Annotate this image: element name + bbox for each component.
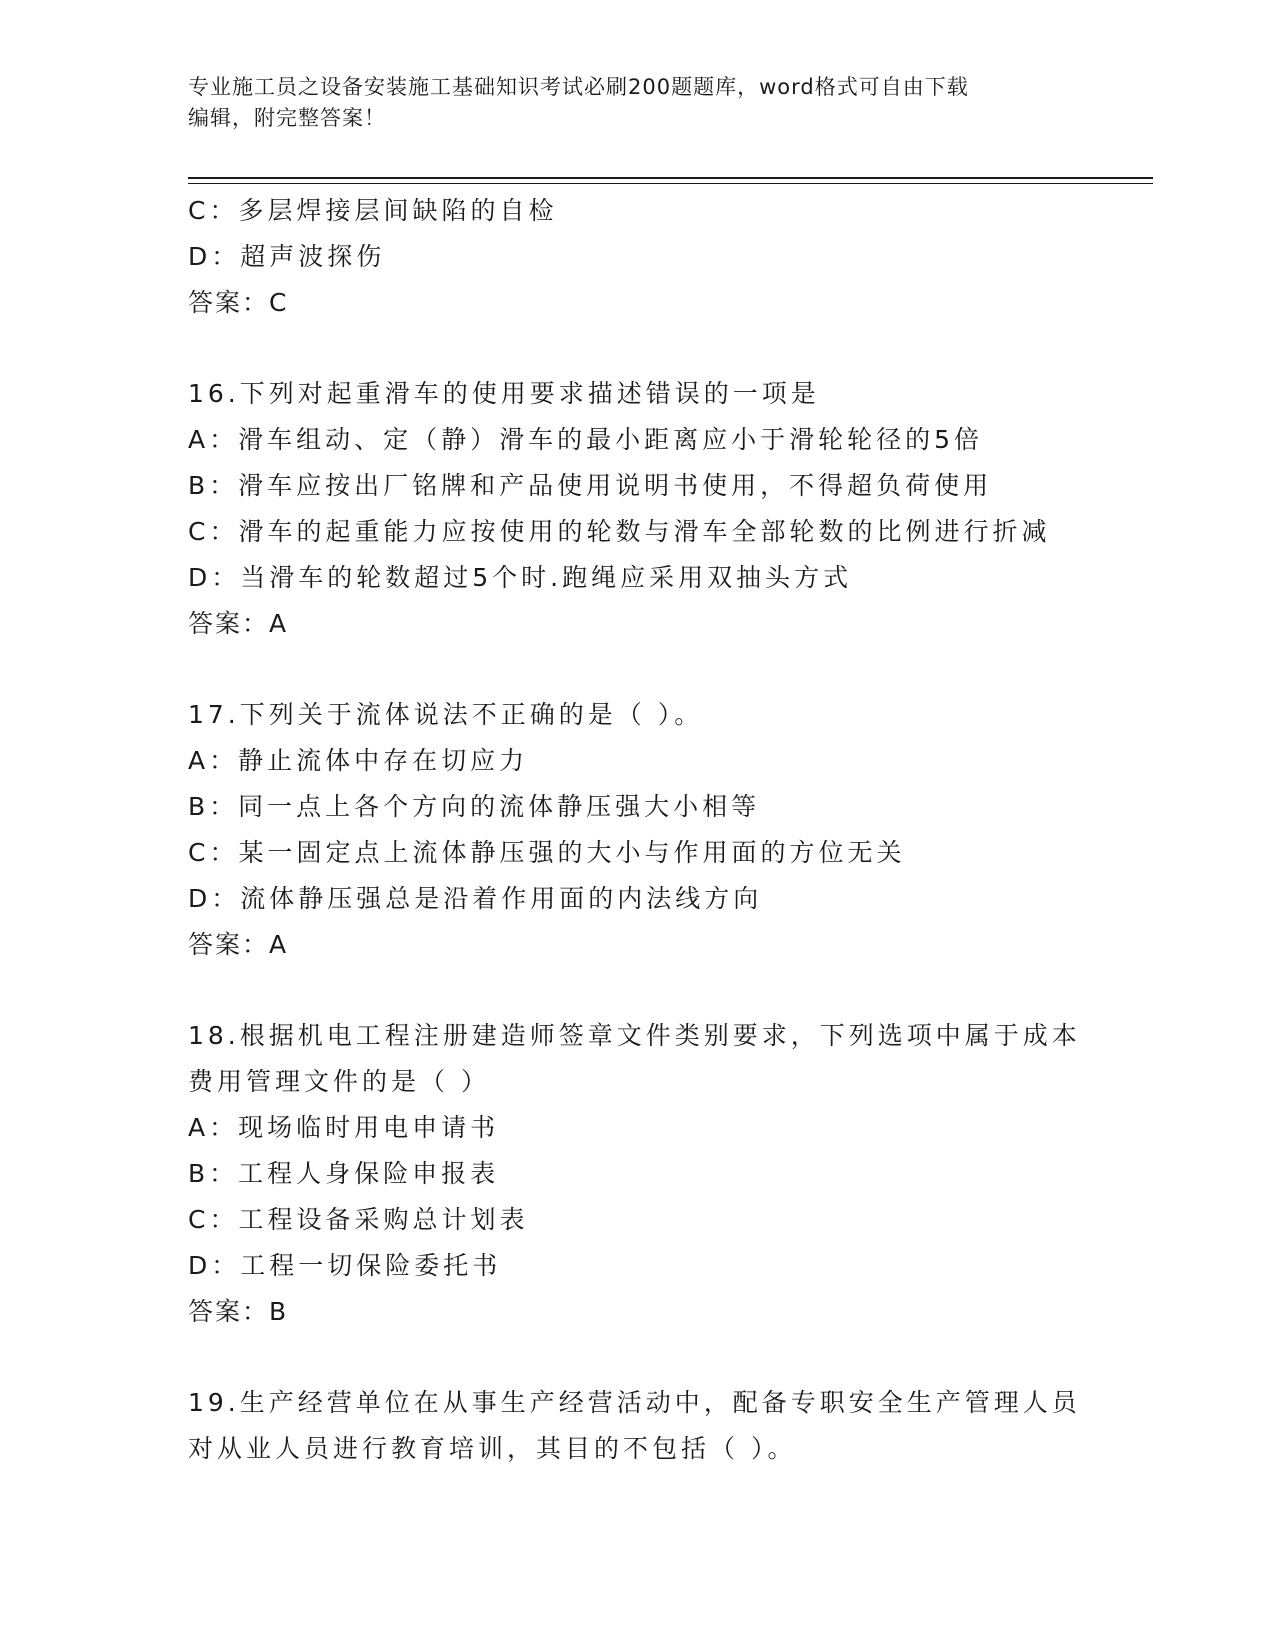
question-list: [188, 188, 1088, 1472]
question-18: [188, 1013, 1088, 1335]
option-a: A：静止流体中存在切应力: [188, 746, 529, 775]
option-c: C：多层焊接层间缺陷的自检: [188, 196, 558, 225]
option-d: D：超声波探伤: [188, 242, 386, 271]
option-c: C：某一固定点上流体静压强的大小与作用面的方位无关: [188, 838, 906, 867]
option-b: B：同一点上各个方向的流体静压强大小相等: [188, 792, 761, 821]
question-stem: 16.下列对起重滑车的使用要求描述错误的一项是: [188, 379, 820, 408]
question-gap: [188, 647, 1088, 692]
header-divider-thin: [188, 183, 1153, 184]
question-16: [188, 371, 1088, 647]
option-d: D：工程一切保险委托书: [188, 1251, 502, 1280]
question-stem-continued: 费用管理文件的是（ ）: [188, 1067, 490, 1096]
answer-line: 答案：C: [188, 288, 289, 317]
header-line-1: 专业施工员之设备安装施工基础知识考试必刷200题题库，word格式可自由下载: [188, 75, 969, 99]
option-d: D：当滑车的轮数超过5个时.跑绳应采用双抽头方式: [188, 563, 853, 592]
question-gap: [188, 326, 1088, 371]
question-stem-continued: 对从业人员进行教育培训，其目的不包括（ ）。: [188, 1434, 797, 1463]
question-17: [188, 692, 1088, 968]
header-line-2: 编辑，附完整答案！: [188, 106, 386, 130]
question-gap: [188, 1335, 1088, 1380]
question-stem: 18.根据机电工程注册建造师签章文件类别要求，下列选项中属于成本: [188, 1021, 1081, 1050]
previous-question-tail: [188, 188, 1088, 326]
option-c: C：工程设备采购总计划表: [188, 1205, 529, 1234]
answer-line: 答案：A: [188, 930, 289, 959]
question-stem: 19.生产经营单位在从事生产经营活动中，配备专职安全生产管理人员: [188, 1388, 1081, 1417]
question-gap: [188, 968, 1088, 1013]
option-a: A：现场临时用电申请书: [188, 1113, 500, 1142]
option-d: D：流体静压强总是沿着作用面的内法线方向: [188, 884, 763, 913]
option-b: B：工程人身保险申报表: [188, 1159, 500, 1188]
option-a: A：滑车组动、定（静）滑车的最小距离应小于滑轮轮径的5倍: [188, 425, 984, 454]
header-divider-thick: [188, 177, 1153, 179]
question-19: [188, 1380, 1088, 1472]
option-b: B：滑车应按出厂铭牌和产品使用说明书使用，不得超负荷使用: [188, 471, 993, 500]
answer-line: 答案：B: [188, 1297, 289, 1326]
document-header: [188, 72, 1088, 134]
option-c: C：滑车的起重能力应按使用的轮数与滑车全部轮数的比例进行折减: [188, 517, 1051, 546]
question-stem: 17.下列关于流体说法不正确的是（ ）。: [188, 700, 704, 729]
answer-line: 答案：A: [188, 609, 289, 638]
